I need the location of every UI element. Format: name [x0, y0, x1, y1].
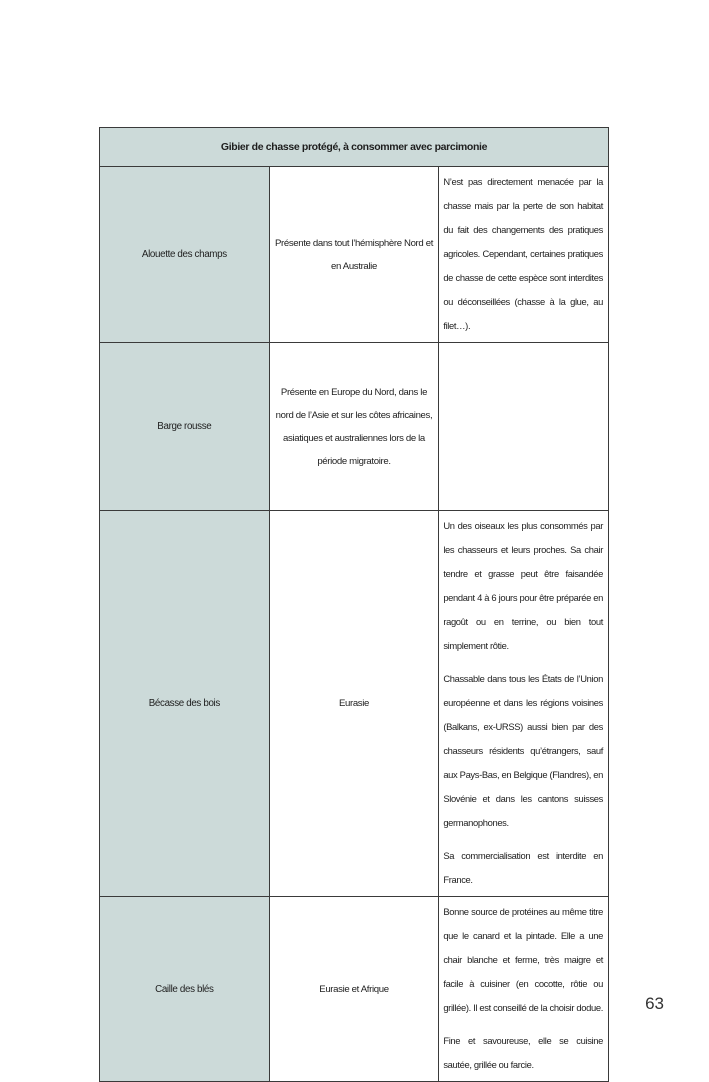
- bird-name-cell: Caille des blés: [100, 897, 270, 1082]
- description-paragraph: Fine et savoureuse, elle se cuisine sautée, grillée ou farcie.: [443, 1035, 603, 1070]
- description-paragraph: Sa commercialisation est interdite en France.: [443, 850, 603, 885]
- bird-name-cell: Bécasse des bois: [100, 511, 270, 897]
- game-table: [99, 127, 609, 1082]
- description-cell: [439, 511, 609, 897]
- distribution-cell: Présente en Europe du Nord, dans le nord de l’Asie et sur les côtes africaines, asiatiques et australiennes lors de la période migratoire.: [269, 343, 439, 511]
- bird-name-cell: Barge rousse: [100, 343, 270, 511]
- table-row: [100, 167, 609, 343]
- description-paragraph: Bonne source de protéines au même titre que le canard et la pintade. Elle a une chair blanche et ferme, très maigre et facile à cuisiner (en cocotte, rôtie ou grillée). Il est conseillé de la choisir dodue.: [443, 906, 603, 1013]
- description-paragraph: Un des oiseaux les plus consommés par les chasseurs et leurs proches. Sa chair tendre et grasse peut être faisandée pendant 4 à 6 jours pour être préparée en ragoût ou en terrine, ou bien tout simplement rôtie.: [443, 520, 603, 651]
- description-cell: [439, 167, 609, 343]
- table-row: [100, 897, 609, 1082]
- distribution-cell: Eurasie: [269, 511, 439, 897]
- distribution-cell: Présente dans tout l’hémisphère Nord et en Australie: [269, 167, 439, 343]
- page-number: 63: [645, 994, 664, 1013]
- bird-name-cell: Alouette des champs: [100, 167, 270, 343]
- distribution-cell: Eurasie et Afrique: [269, 897, 439, 1082]
- description-cell: [439, 343, 609, 511]
- description-paragraph: N’est pas directement menacée par la chasse mais par la perte de son habitat du fait des changements des pratiques agricoles. Cependant, certaines pratiques de chasse de cette espèce sont interdites ou déconseillées (chasse à la glue, au filet…).: [443, 176, 603, 331]
- description-paragraph: Chassable dans tous les États de l’Union européenne et dans les régions voisines (Balkans, ex-URSS) aussi bien par des chasseurs résidents qu’étrangers, sauf aux Pays-Bas, en Belgique (Flandres), en Slovénie et dans les cantons suisses germanophones.: [443, 673, 603, 828]
- table-title: Gibier de chasse protégé, à consommer avec parcimonie: [100, 128, 609, 167]
- table-row: [100, 343, 609, 511]
- table-header-row: [100, 128, 609, 167]
- description-cell: [439, 897, 609, 1082]
- table-row: [100, 511, 609, 897]
